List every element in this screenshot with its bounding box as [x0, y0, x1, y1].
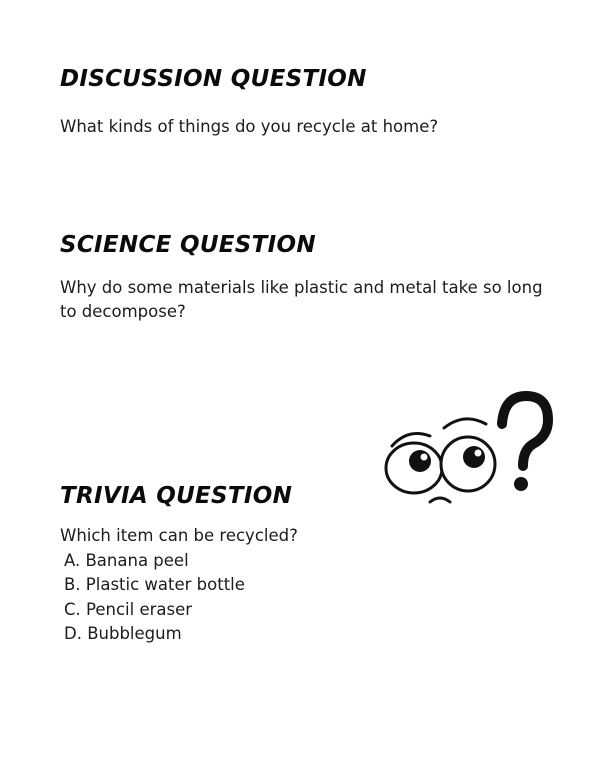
science-heading: SCIENCE QUESTION [60, 232, 316, 258]
discussion-question: What kinds of things do you recycle at home? [60, 117, 439, 136]
trivia-options [64, 549, 245, 646]
trivia-option-c: C. Pencil eraser [64, 599, 193, 619]
trivia-option-b: B. Plastic water bottle [64, 575, 245, 595]
trivia-option-a: A. Banana peel [64, 551, 189, 570]
thinking-face-question-mark-icon [378, 388, 558, 513]
trivia-heading: TRIVIA QUESTION [60, 483, 293, 509]
trivia-question: Which item can be recycled? [60, 526, 298, 545]
science-question: Why do some materials like plastic and metal take so long to decompose? [60, 278, 543, 321]
discussion-heading: DISCUSSION QUESTION [60, 66, 367, 92]
trivia-option-d: D. Bubblegum [64, 623, 182, 643]
